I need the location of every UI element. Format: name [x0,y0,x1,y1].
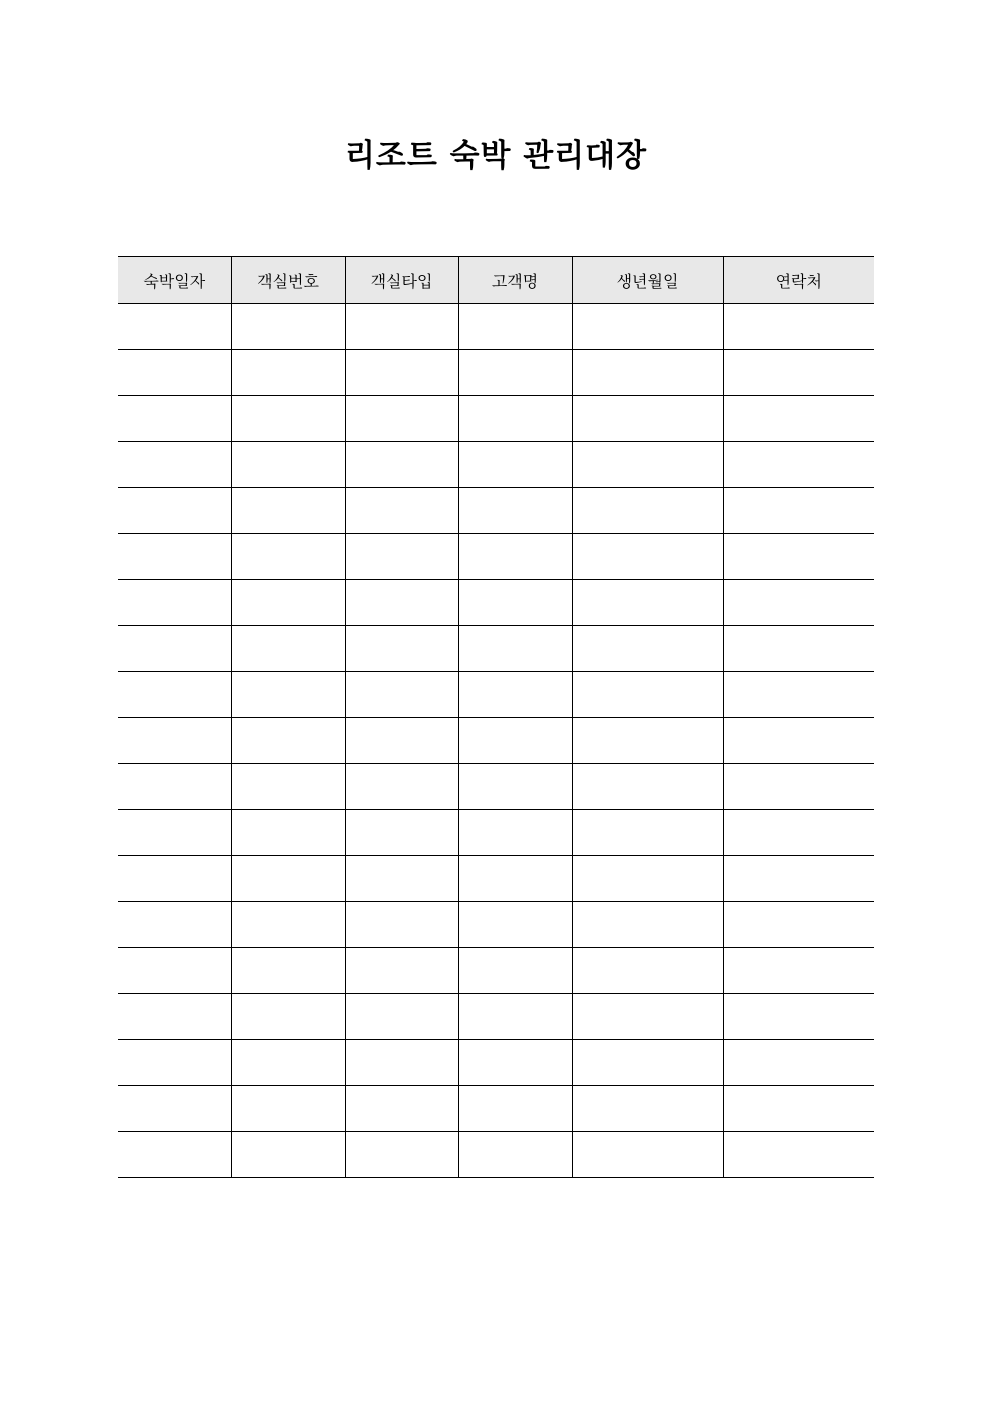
cell-room-type[interactable] [345,626,458,672]
cell-birth-date[interactable] [572,672,723,718]
cell-birth-date[interactable] [572,994,723,1040]
cell-contact[interactable] [723,488,874,534]
cell-contact[interactable] [723,672,874,718]
cell-stay-date[interactable] [118,396,231,442]
cell-stay-date[interactable] [118,672,231,718]
cell-stay-date[interactable] [118,856,231,902]
cell-contact[interactable] [723,534,874,580]
cell-room-type[interactable] [345,350,458,396]
cell-room-type[interactable] [345,718,458,764]
table-row [118,1086,874,1132]
cell-room-type[interactable] [345,902,458,948]
cell-contact[interactable] [723,1132,874,1178]
cell-stay-date[interactable] [118,488,231,534]
table-row [118,488,874,534]
cell-stay-date[interactable] [118,580,231,626]
table-row [118,902,874,948]
cell-stay-date[interactable] [118,626,231,672]
cell-room-number[interactable] [231,1132,345,1178]
cell-guest-name[interactable] [458,1040,572,1086]
cell-birth-date[interactable] [572,810,723,856]
cell-stay-date[interactable] [118,948,231,994]
cell-room-type[interactable] [345,442,458,488]
cell-guest-name[interactable] [458,994,572,1040]
table-row [118,396,874,442]
cell-contact[interactable] [723,1086,874,1132]
cell-room-type[interactable] [345,488,458,534]
cell-birth-date[interactable] [572,856,723,902]
cell-room-type[interactable] [345,948,458,994]
cell-guest-name[interactable] [458,1086,572,1132]
cell-room-type[interactable] [345,810,458,856]
cell-room-type[interactable] [345,994,458,1040]
cell-contact[interactable] [723,902,874,948]
cell-room-type[interactable] [345,534,458,580]
table-row [118,350,874,396]
table-row [118,672,874,718]
cell-stay-date[interactable] [118,1132,231,1178]
cell-contact[interactable] [723,396,874,442]
cell-room-type[interactable] [345,1132,458,1178]
cell-room-number[interactable] [231,810,345,856]
cell-room-number[interactable] [231,626,345,672]
cell-stay-date[interactable] [118,994,231,1040]
table-row [118,304,874,350]
cell-guest-name[interactable] [458,304,572,350]
column-header-birth-date: 생년월일 [572,257,723,304]
cell-birth-date[interactable] [572,350,723,396]
cell-guest-name[interactable] [458,764,572,810]
cell-guest-name[interactable] [458,442,572,488]
table-row [118,948,874,994]
cell-stay-date[interactable] [118,1040,231,1086]
cell-room-number[interactable] [231,994,345,1040]
table-row [118,718,874,764]
cell-guest-name[interactable] [458,856,572,902]
table-row [118,626,874,672]
cell-contact[interactable] [723,718,874,764]
column-header-guest-name: 고객명 [458,257,572,304]
cell-guest-name[interactable] [458,396,572,442]
cell-birth-date[interactable] [572,902,723,948]
table-row [118,442,874,488]
cell-birth-date[interactable] [572,580,723,626]
cell-room-type[interactable] [345,304,458,350]
cell-room-type[interactable] [345,856,458,902]
cell-contact[interactable] [723,948,874,994]
cell-room-number[interactable] [231,672,345,718]
cell-stay-date[interactable] [118,902,231,948]
cell-contact[interactable] [723,1040,874,1086]
column-header-contact: 연락처 [723,257,874,304]
cell-stay-date[interactable] [118,764,231,810]
cell-stay-date[interactable] [118,718,231,764]
cell-contact[interactable] [723,350,874,396]
column-header-room-type: 객실타입 [345,257,458,304]
cell-room-number[interactable] [231,580,345,626]
cell-room-type[interactable] [345,764,458,810]
cell-room-number[interactable] [231,718,345,764]
cell-stay-date[interactable] [118,534,231,580]
cell-stay-date[interactable] [118,350,231,396]
table-row [118,580,874,626]
cell-birth-date[interactable] [572,626,723,672]
cell-guest-name[interactable] [458,1132,572,1178]
column-header-room-number: 객실번호 [231,257,345,304]
cell-room-number[interactable] [231,304,345,350]
cell-birth-date[interactable] [572,1132,723,1178]
cell-guest-name[interactable] [458,672,572,718]
cell-birth-date[interactable] [572,764,723,810]
cell-contact[interactable] [723,442,874,488]
cell-stay-date[interactable] [118,304,231,350]
cell-room-type[interactable] [345,580,458,626]
cell-birth-date[interactable] [572,534,723,580]
cell-guest-name[interactable] [458,350,572,396]
cell-room-number[interactable] [231,442,345,488]
table-row [118,856,874,902]
lodging-ledger-table [118,256,874,1178]
cell-guest-name[interactable] [458,534,572,580]
table-body [118,304,874,1178]
cell-room-number[interactable] [231,396,345,442]
cell-stay-date[interactable] [118,442,231,488]
table-row [118,1040,874,1086]
cell-guest-name[interactable] [458,488,572,534]
cell-guest-name[interactable] [458,580,572,626]
cell-contact[interactable] [723,856,874,902]
cell-guest-name[interactable] [458,948,572,994]
cell-birth-date[interactable] [572,488,723,534]
cell-contact[interactable] [723,810,874,856]
cell-guest-name[interactable] [458,810,572,856]
cell-room-number[interactable] [231,534,345,580]
table-row [118,534,874,580]
cell-stay-date[interactable] [118,810,231,856]
column-header-stay-date: 숙박일자 [118,257,231,304]
cell-birth-date[interactable] [572,1040,723,1086]
table-header-row [118,257,874,304]
cell-guest-name[interactable] [458,902,572,948]
cell-room-number[interactable] [231,902,345,948]
cell-room-type[interactable] [345,1040,458,1086]
cell-room-type[interactable] [345,672,458,718]
cell-room-type[interactable] [345,396,458,442]
cell-contact[interactable] [723,580,874,626]
cell-birth-date[interactable] [572,1086,723,1132]
cell-room-number[interactable] [231,488,345,534]
cell-room-number[interactable] [231,350,345,396]
cell-birth-date[interactable] [572,304,723,350]
cell-birth-date[interactable] [572,442,723,488]
cell-room-number[interactable] [231,948,345,994]
cell-contact[interactable] [723,304,874,350]
cell-birth-date[interactable] [572,718,723,764]
page-title: 리조트 숙박 관리대장 [344,138,648,174]
cell-birth-date[interactable] [572,396,723,442]
cell-guest-name[interactable] [458,626,572,672]
cell-guest-name[interactable] [458,718,572,764]
cell-contact[interactable] [723,626,874,672]
table-row [118,994,874,1040]
cell-room-number[interactable] [231,764,345,810]
cell-room-number[interactable] [231,856,345,902]
cell-birth-date[interactable] [572,948,723,994]
table-row [118,764,874,810]
cell-contact[interactable] [723,994,874,1040]
cell-contact[interactable] [723,764,874,810]
cell-room-number[interactable] [231,1086,345,1132]
table-row [118,1132,874,1178]
cell-room-type[interactable] [345,1086,458,1132]
cell-room-number[interactable] [231,1040,345,1086]
cell-stay-date[interactable] [118,1086,231,1132]
table-row [118,810,874,856]
